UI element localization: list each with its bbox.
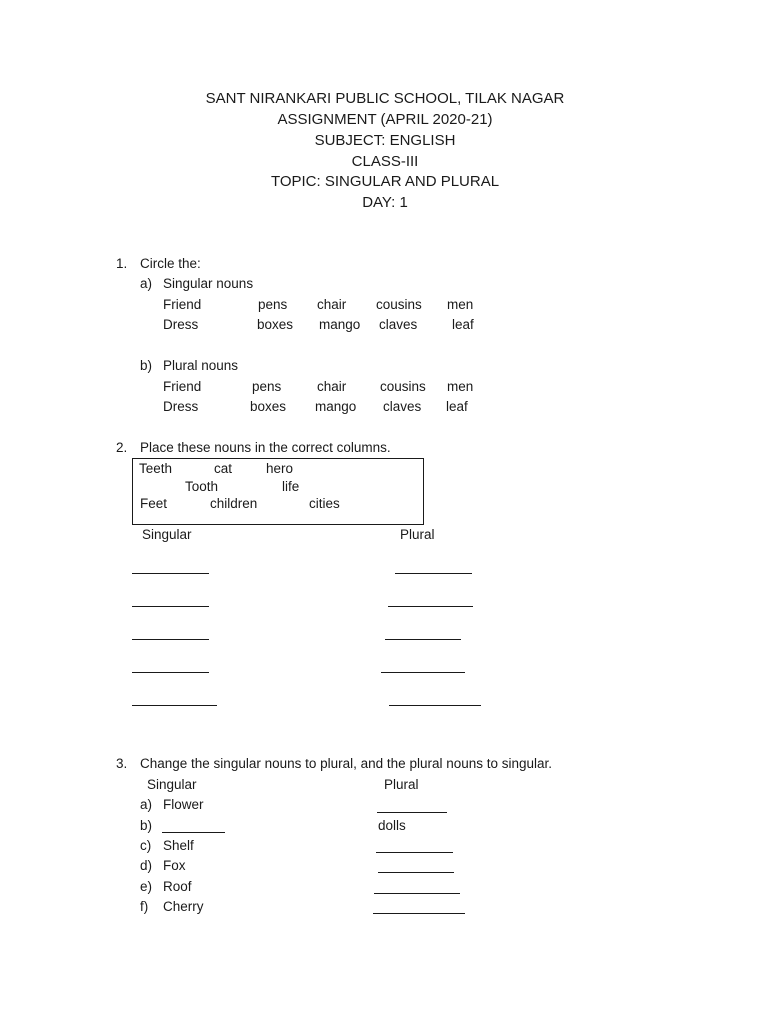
q2-prompt: Place these nouns in the correct columns. (140, 440, 391, 455)
q2-number: 2. (116, 440, 128, 455)
q3-plural-answer-line[interactable] (377, 812, 447, 813)
q1a-word: Dress (163, 317, 199, 332)
q1-prompt: Circle the: (140, 256, 201, 271)
singular-answer-line[interactable] (132, 672, 209, 673)
day-line: DAY: 1 (362, 194, 408, 211)
q3-item-marker: a) (140, 797, 153, 812)
q3-plural-header: Plural (384, 777, 419, 792)
q1a-marker: a) (140, 276, 153, 291)
q1a-word: men (447, 297, 474, 312)
q3-item-marker: b) (140, 818, 153, 833)
q3-plural-answer-line[interactable] (378, 872, 454, 873)
word-box-word: Feet (140, 496, 168, 511)
q3-plural-answer-line[interactable] (373, 913, 465, 914)
q1b-word: Friend (163, 379, 202, 394)
q1b-word: cousins (380, 379, 426, 394)
q3-singular-header: Singular (147, 777, 197, 792)
word-box-word: hero (266, 461, 294, 476)
singular-answer-line[interactable] (132, 606, 209, 607)
q3-item-singular: Flower (163, 797, 204, 812)
q1a-word: pens (258, 297, 288, 312)
q3-item-singular: Cherry (163, 899, 204, 914)
q1a-word: leaf (452, 317, 474, 332)
plural-answer-line[interactable] (395, 573, 472, 574)
q3-item-marker: d) (140, 858, 153, 873)
singular-answer-line[interactable] (132, 705, 217, 706)
q1b-word: pens (252, 379, 282, 394)
q1a-word: mango (319, 317, 361, 332)
q1b-word: chair (317, 379, 347, 394)
word-box-word: cities (309, 496, 340, 511)
q3-item-marker: c) (140, 838, 152, 853)
singular-answer-line[interactable] (132, 639, 209, 640)
q1a-word: chair (317, 297, 347, 312)
subject-line: SUBJECT: ENGLISH (314, 132, 456, 149)
q1b-word: leaf (446, 399, 468, 414)
q3-prompt: Change the singular nouns to plural, and the plural nouns to singular. (140, 756, 553, 771)
plural-answer-line[interactable] (381, 672, 465, 673)
q2-singular-header: Singular (142, 527, 192, 542)
school-name: SANT NIRANKARI PUBLIC SCHOOL, TILAK NAGAR (205, 90, 565, 107)
word-box-word: Tooth (185, 479, 219, 494)
class-line: CLASS-III (351, 153, 419, 170)
q1a-word: boxes (257, 317, 294, 332)
topic-line: TOPIC: SINGULAR AND PLURAL (270, 173, 500, 190)
q1a-title: Singular nouns (163, 276, 254, 291)
q1a-word: claves (379, 317, 418, 332)
q1b-word: boxes (250, 399, 287, 414)
q3-item-marker: e) (140, 879, 153, 894)
q3-item-singular: Roof (163, 879, 192, 894)
q1b-word: Dress (163, 399, 199, 414)
q2-plural-header: Plural (400, 527, 435, 542)
q3-singular-answer-line[interactable] (162, 832, 225, 833)
q1b-title: Plural nouns (163, 358, 239, 373)
q3-item-singular: Fox (163, 858, 186, 873)
plural-answer-line[interactable] (385, 639, 461, 640)
word-box-word: cat (214, 461, 233, 476)
q3-number: 3. (116, 756, 128, 771)
q3-item-singular: Shelf (163, 838, 194, 853)
word-box-word: Teeth (139, 461, 173, 476)
q1b-word: mango (315, 399, 357, 414)
plural-answer-line[interactable] (389, 705, 481, 706)
q1-number: 1. (116, 256, 128, 271)
singular-answer-line[interactable] (132, 573, 209, 574)
assignment-title: ASSIGNMENT (APRIL 2020-21) (277, 111, 493, 128)
q1b-word: claves (383, 399, 422, 414)
q3-plural-answer-line[interactable] (374, 893, 460, 894)
q1b-marker: b) (140, 358, 153, 373)
q1b-word: men (447, 379, 474, 394)
word-box-word: life (282, 479, 300, 494)
word-box-word: children (210, 496, 258, 511)
q3-item-marker: f) (140, 899, 149, 914)
q3-plural-answer-line[interactable] (376, 852, 453, 853)
q1a-word: Friend (163, 297, 202, 312)
q3-item-plural: dolls (378, 818, 406, 833)
plural-answer-line[interactable] (388, 606, 473, 607)
q1a-word: cousins (376, 297, 422, 312)
